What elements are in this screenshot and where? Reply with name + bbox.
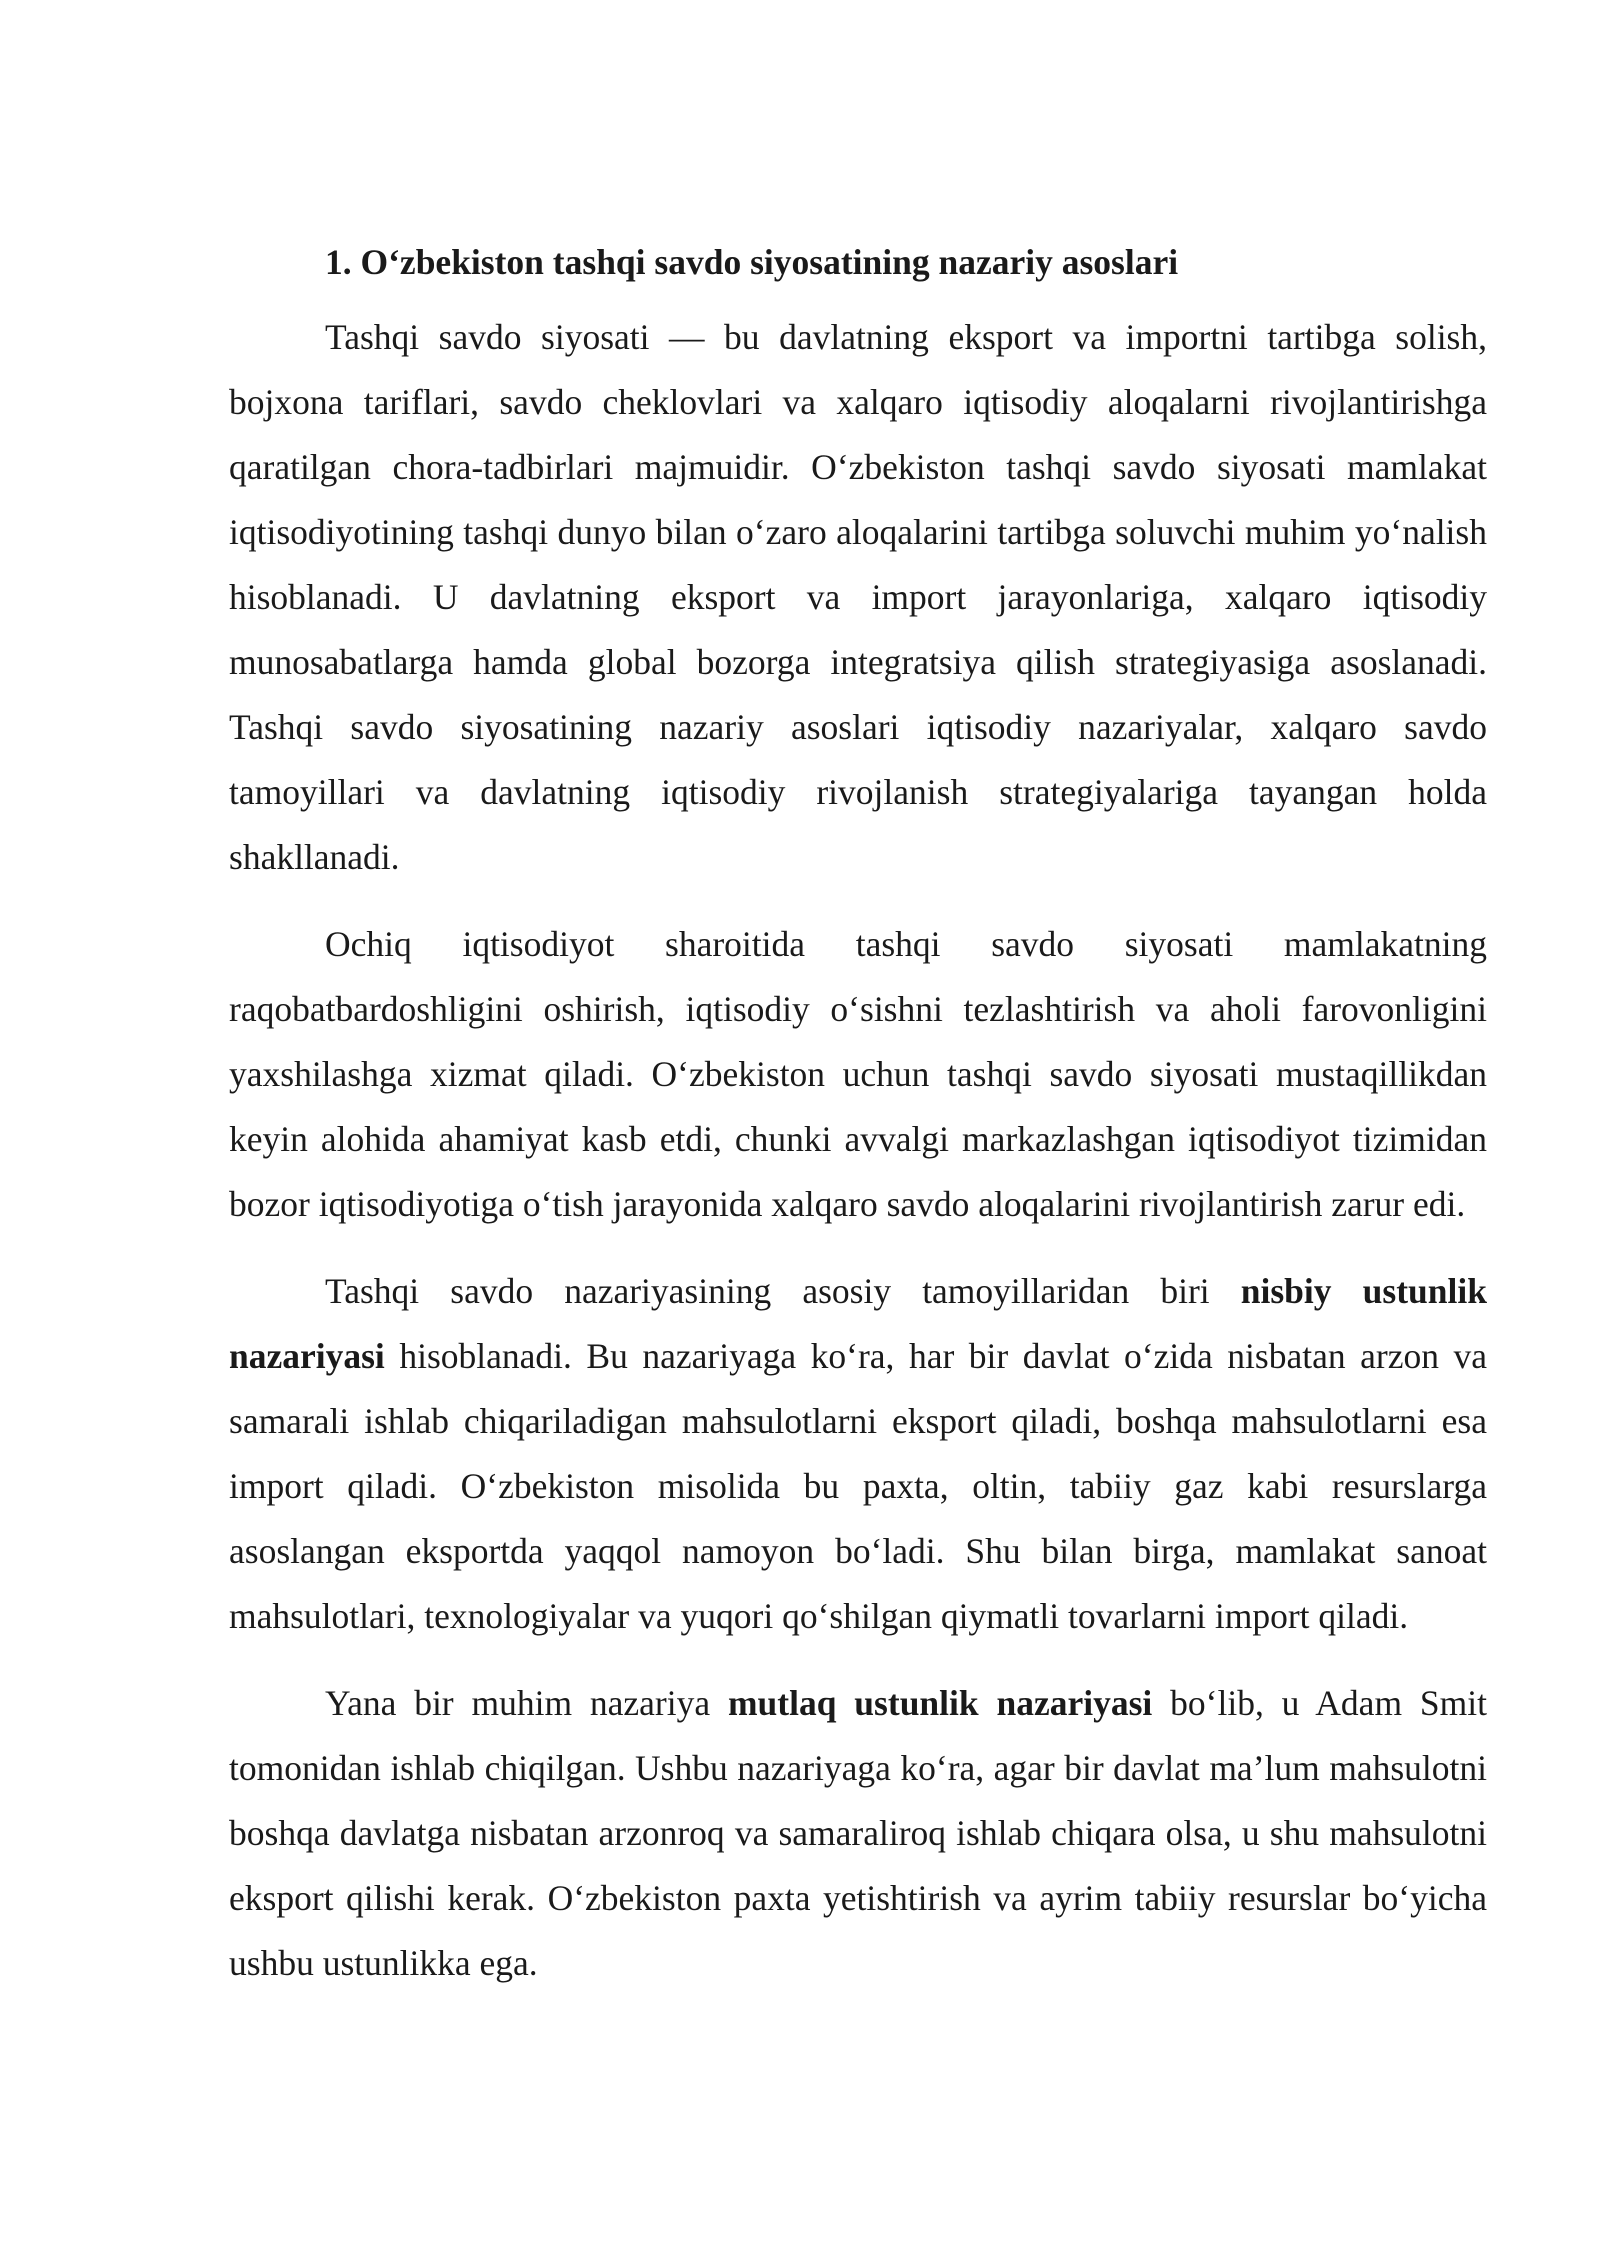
paragraph-1: Tashqi savdo siyosati — bu davlatning eksport va importni tartibga solish, bojxona tariflari, savdo cheklovlari va xalqaro iqtisodiy aloqalarni rivojlantirishga qaratilgan chora-tadbirlari majmuidir. O‘zbekiston tashqi savdo siyosati mamlakat iqtisodiyotining tashqi dunyo bilan o‘zaro aloqalarini tartibga soluvchi muhim yo‘nalish hisoblanadi. U davlatning eksport va import jarayonlariga, xalqaro iqtisodiy munosabatlarga hamda global bozorga integratsiya qilish strategiyasiga asoslanadi. Tashqi savdo siyosatining nazariy asoslari iqtisodiy nazariyalar, xalqaro savdo tamoyillari va davlatning iqtisodiy rivojlanish strategiyalariga tayangan holda shakllanadi.	[229, 317, 1487, 877]
paragraph-4-bold-term: mutlaq ustunlik nazariyasi	[727, 1683, 1153, 1723]
paragraph-3	[229, 1259, 1487, 1649]
document-body	[229, 236, 1487, 2018]
paragraph-4-text-before: Yana bir muhim nazariya	[325, 1683, 728, 1723]
paragraph-3-text-before: Tashqi savdo nazariyasining asosiy tamoyillaridan biri	[325, 1271, 1241, 1311]
paragraph-2: Ochiq iqtisodiyot sharoitida tashqi savdo siyosati mamlakatning raqobatbardoshligini oshirish, iqtisodiy o‘sishni tezlashtirish va aholi farovonligini yaxshilashga xizmat qiladi. O‘zbekiston uchun tashqi savdo siyosati mustaqillikdan keyin alohida ahamiyat kasb etdi, chunki avvalgi markazlashgan iqtisodiyot tizimidan bozor iqtisodiyotiga o‘tish jarayonida xalqaro savdo aloqalarini rivojlantirish zarur edi.	[229, 924, 1487, 1224]
paragraph-3-bold-term: nisbiy ustunlik nazariyasi	[229, 1271, 1487, 1376]
paragraph-3-text-after: hisoblanadi. Bu nazariyaga ko‘ra, har bir davlat o‘zida nisbatan arzon va samarali ishlab chiqariladigan mahsulotlarni eksport qiladi, boshqa mahsulotlarni esa import qiladi. O‘zbekiston misolida bu paxta, oltin, tabiiy gaz kabi resurslarga asoslangan eksportda yaqqol namoyon bo‘ladi. Shu bilan birga, mamlakat sanoat mahsulotlari, texnologiyalar va yuqori qo‘shilgan qiymatli tovarlarni import qiladi.	[229, 1336, 1487, 1636]
paragraph-4-text-after: bo‘lib, u Adam Smit tomonidan ishlab chiqilgan. Ushbu nazariyaga ko‘ra, agar bir davlat ma’lum mahsulotni boshqa davlatga nisbatan arzonroq va samaraliroq ishlab chiqara olsa, u shu mahsulotni eksport qilishi kerak. O‘zbekiston paxta yetishtirish va ayrim tabiiy resurslar bo‘yicha ushbu ustunlikka ega.	[229, 1683, 1487, 1983]
paragraph-4	[229, 1671, 1487, 1996]
section-heading: 1. O‘zbekiston tashqi savdo siyosatining nazariy asoslari	[325, 242, 1179, 282]
